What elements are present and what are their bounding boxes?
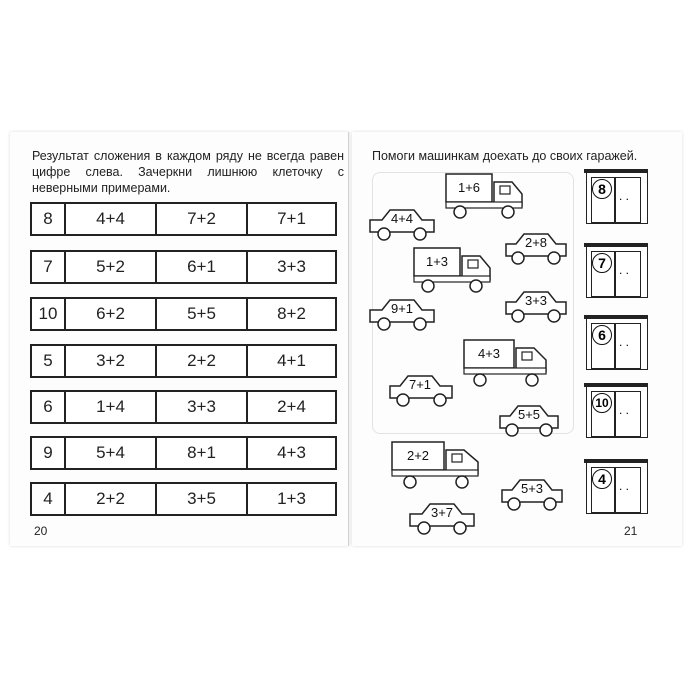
page-number: 20: [34, 524, 48, 538]
example-cell[interactable]: 6+1: [155, 250, 246, 284]
garage-dots: . .: [619, 189, 630, 203]
right-page: [352, 132, 682, 546]
table-row: [30, 436, 337, 470]
page-number: 21: [624, 524, 638, 538]
example-cell[interactable]: 8+2: [246, 297, 337, 331]
car-vehicle[interactable]: [502, 288, 570, 324]
left-page: [10, 132, 349, 546]
car-vehicle[interactable]: [366, 206, 438, 242]
car-vehicle[interactable]: [496, 402, 562, 438]
example-cell[interactable]: 3+3: [246, 250, 337, 284]
row-number: 9: [30, 436, 64, 470]
table-row: [30, 482, 337, 516]
example-cell[interactable]: 5+5: [155, 297, 246, 331]
example-cell[interactable]: 7+1: [246, 202, 337, 236]
garage-roof: [584, 315, 648, 319]
table-row: [30, 202, 337, 236]
garage-number: 10: [592, 393, 612, 413]
example-cell[interactable]: 3+3: [155, 390, 246, 424]
table-row: [30, 390, 337, 424]
example-cell[interactable]: 3+2: [64, 344, 155, 378]
example-cell[interactable]: 8+1: [155, 436, 246, 470]
vehicle-expression: 4+3: [477, 346, 501, 361]
garage[interactable]: [586, 246, 648, 298]
garage[interactable]: [586, 172, 648, 224]
garage-dots: . .: [619, 479, 630, 493]
garage-dots: . .: [619, 263, 630, 277]
car-vehicle[interactable]: [386, 372, 456, 408]
table-row: [30, 344, 337, 378]
vehicle-expression: 3+7: [430, 505, 454, 520]
example-cell[interactable]: 2+2: [155, 344, 246, 378]
row-number: 10: [30, 297, 64, 331]
left-instruction: Результат сложения в каждом ряду не всегда равен цифре слева. Зачеркни лишнюю клеточку с неверными примерами.: [32, 149, 344, 195]
vehicle-expression: 9+1: [390, 301, 414, 316]
example-cell[interactable]: 3+5: [155, 482, 246, 516]
car-vehicle[interactable]: [406, 500, 478, 536]
truck-vehicle[interactable]: [462, 338, 554, 388]
table-row: [30, 250, 337, 284]
example-cell[interactable]: 1+4: [64, 390, 155, 424]
car-vehicle[interactable]: [498, 476, 566, 512]
example-cell[interactable]: 4+1: [246, 344, 337, 378]
garage-dots: . .: [619, 335, 630, 349]
car-vehicle[interactable]: [502, 230, 570, 266]
vehicle-expression: 5+3: [520, 481, 544, 496]
garage-roof: [584, 243, 648, 247]
row-number: 6: [30, 390, 64, 424]
vehicle-expression: 7+1: [408, 377, 432, 392]
example-cell[interactable]: 2+4: [246, 390, 337, 424]
garage[interactable]: [586, 318, 648, 370]
vehicle-expression: 4+4: [390, 211, 414, 226]
vehicle-expression: 1+3: [425, 254, 449, 269]
vehicle-expression: 2+2: [406, 448, 430, 463]
vehicle-expression: 3+3: [524, 293, 548, 308]
garage[interactable]: [586, 386, 648, 438]
garage-number: 8: [592, 179, 612, 199]
example-cell[interactable]: 2+2: [64, 482, 155, 516]
garage[interactable]: [586, 462, 648, 514]
row-number: 8: [30, 202, 64, 236]
garage-roof: [584, 459, 648, 463]
example-cell[interactable]: 4+4: [64, 202, 155, 236]
truck-vehicle[interactable]: [390, 440, 486, 490]
right-instruction: Помоги машинкам доехать до своих гаражей.: [372, 149, 638, 163]
example-cell[interactable]: 6+2: [64, 297, 155, 331]
garage-number: 7: [592, 253, 612, 273]
example-cell[interactable]: 5+2: [64, 250, 155, 284]
example-cell[interactable]: 5+4: [64, 436, 155, 470]
garage-number: 4: [592, 469, 612, 489]
example-cell[interactable]: 7+2: [155, 202, 246, 236]
car-vehicle[interactable]: [366, 296, 438, 332]
truck-vehicle[interactable]: [444, 172, 530, 220]
garage-number: 6: [592, 325, 612, 345]
example-cell[interactable]: 1+3: [246, 482, 337, 516]
garage-roof: [584, 169, 648, 173]
row-number: 7: [30, 250, 64, 284]
row-number: 4: [30, 482, 64, 516]
table-row: [30, 297, 337, 331]
truck-vehicle[interactable]: [412, 246, 498, 294]
example-cell[interactable]: 4+3: [246, 436, 337, 470]
row-number: 5: [30, 344, 64, 378]
garage-dots: . .: [619, 403, 630, 417]
garage-roof: [584, 383, 648, 387]
vehicle-expression: 5+5: [517, 407, 541, 422]
vehicle-expression: 1+6: [457, 180, 481, 195]
vehicle-expression: 2+8: [524, 235, 548, 250]
